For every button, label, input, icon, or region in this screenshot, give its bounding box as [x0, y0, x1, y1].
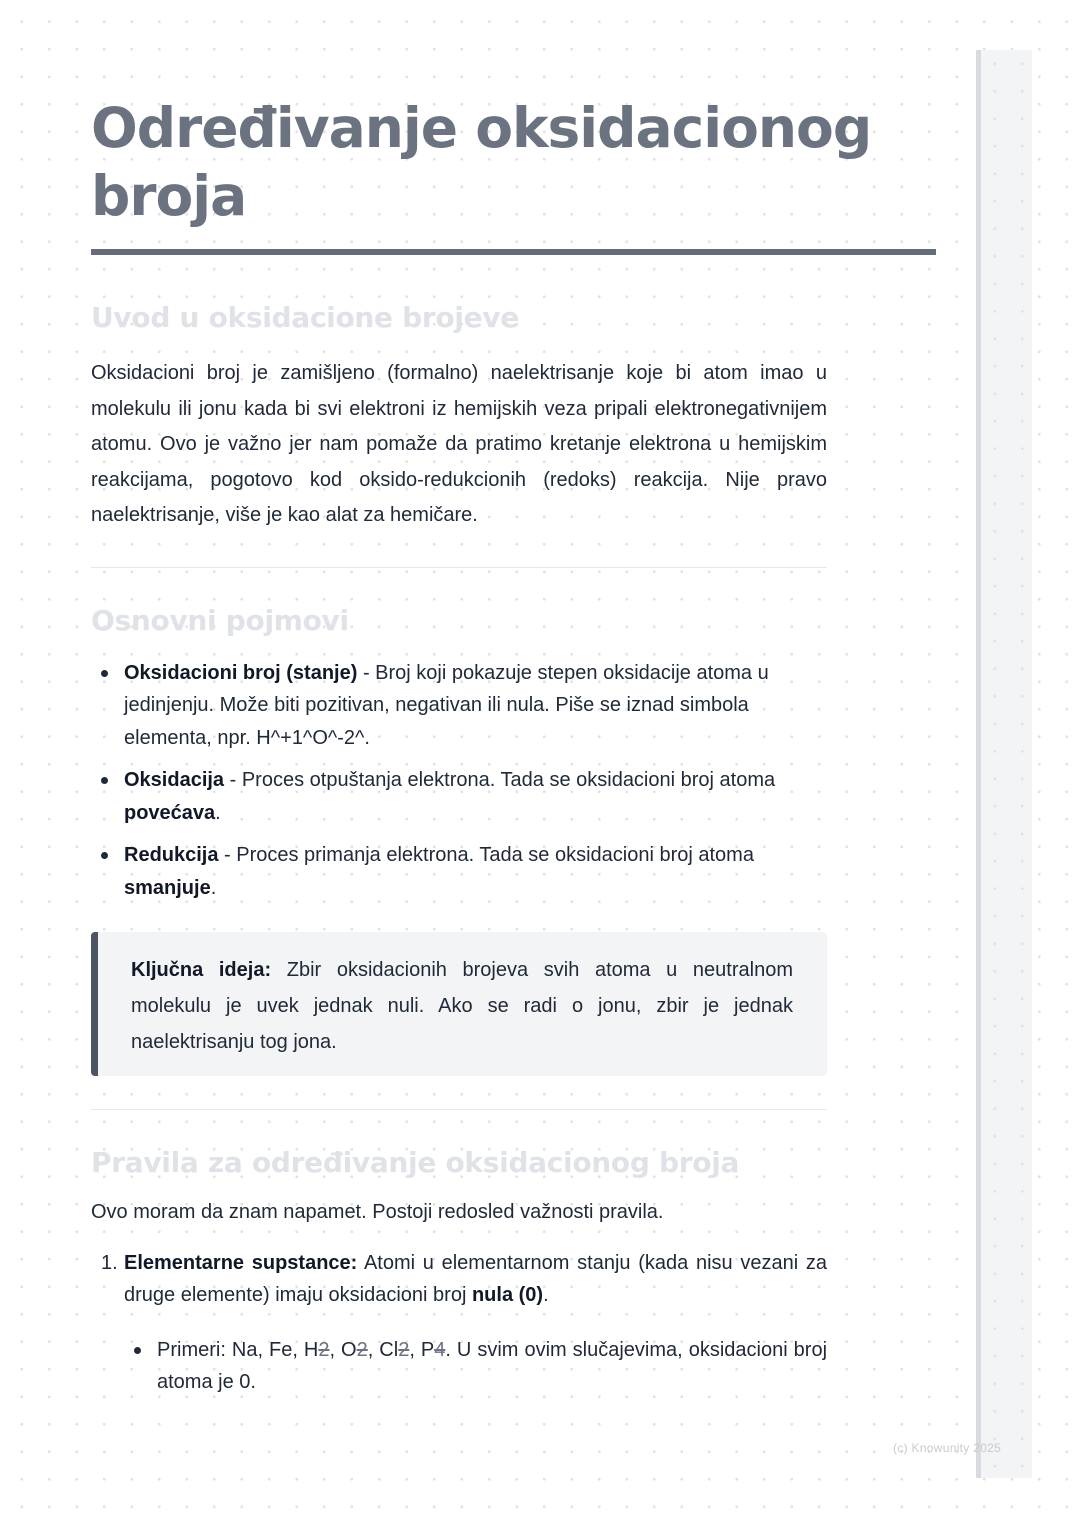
term-oxidation: Oksidacija [124, 769, 225, 791]
subscript-digit: 2 [398, 1338, 410, 1361]
subscript-digit: 2 [356, 1338, 368, 1361]
emphasis-text: povećava [124, 801, 216, 824]
subscript-digit: 4 [434, 1338, 446, 1361]
example-text: , Cl [367, 1338, 399, 1361]
rule-item [91, 1247, 827, 1399]
punctuation: . [215, 801, 221, 824]
section-heading-intro: Uvod u oksidacione brojeve [91, 301, 519, 334]
callout-label: Ključna ideja: [131, 959, 272, 981]
page-title: Određivanje oksidacionog broja [91, 96, 872, 228]
subscript-digit: 2 [318, 1338, 330, 1361]
document-content [91, 296, 827, 1399]
section-heading-basics: Osnovni pojmovi [91, 603, 349, 637]
punctuation: . [210, 876, 217, 899]
example-text: , P [409, 1338, 435, 1361]
term-oxidation-number: Oksidacioni broj (stanje) [124, 661, 358, 684]
rule-emphasis: nula (0) [471, 1284, 544, 1306]
rule-text: Atomi u elementarnom stanju (kada nisu vezani za druge elemente) imaju oksidacioni broj [124, 1251, 827, 1306]
intro-paragraph: Oksidacioni broj je zamišljeno (formalno) naelektrisanje koje bi atom imao u molekulu ili jonu kada bi svi elektroni iz hemijskih veza pripali elektronegativnijem atomu. Ovo je važno jer nam pomaže da pratimo kretanje elektrona u hemijskim reakcijama, pogotovo kod oksido-redukcionih (redoks) reakcija. Nije pravo naelektrisanje, više je kao alat za hemičare. [91, 362, 827, 526]
rule-term: Elementarne supstance: [124, 1251, 358, 1274]
key-idea-callout [91, 932, 827, 1076]
punctuation: . [543, 1284, 549, 1306]
term-reduction: Redukcija [124, 844, 219, 866]
examples-list [124, 1334, 827, 1399]
callout-body: Zbir oksidacionih brojeva svih atoma u neutralnom molekulu je uvek jednak nuli. Ako se radi o jonu, zbir je jednak naelektrisanju tog jona. [131, 959, 793, 1053]
example-text: Primeri: Na, Fe, H [157, 1338, 319, 1361]
list-item [91, 764, 827, 829]
callout-text [131, 952, 793, 1060]
rules-intro: Ovo moram da znam napamet. Postoji redosled važnosti pravila. [91, 1201, 664, 1223]
copyright-footer: (c) Knowunity 2025 [893, 1441, 1002, 1455]
definition-text: - Broj koji pokazuje stepen oksidacije atoma u jedinjenju. Može biti pozitivan, negativan ili nula. Piše se iznad simbola elementa, npr. H^+1^O^-2^. [124, 661, 769, 749]
list-item [91, 657, 827, 755]
definition-text: - Proces primanja elektrona. Tada se oksidacioni broj atoma [218, 844, 754, 866]
example-text: , O [329, 1338, 357, 1361]
definitions-list [91, 657, 827, 905]
side-rail [976, 50, 1032, 1478]
rules-list [91, 1247, 827, 1399]
example-text: . U svim ovim slučajevima, oksidacioni broj atoma je 0. [157, 1338, 828, 1393]
rule-number: 1. [101, 1251, 118, 1274]
list-item [91, 839, 827, 904]
definition-text: - Proces otpuštanja elektrona. Tada se oksidacioni broj atoma [224, 769, 776, 791]
title-rule [91, 249, 936, 255]
section-heading-rules: Pravila za određivanje oksidacionog broja [91, 1146, 740, 1179]
emphasis-text: smanjuje [124, 876, 211, 899]
example-item [124, 1334, 827, 1399]
